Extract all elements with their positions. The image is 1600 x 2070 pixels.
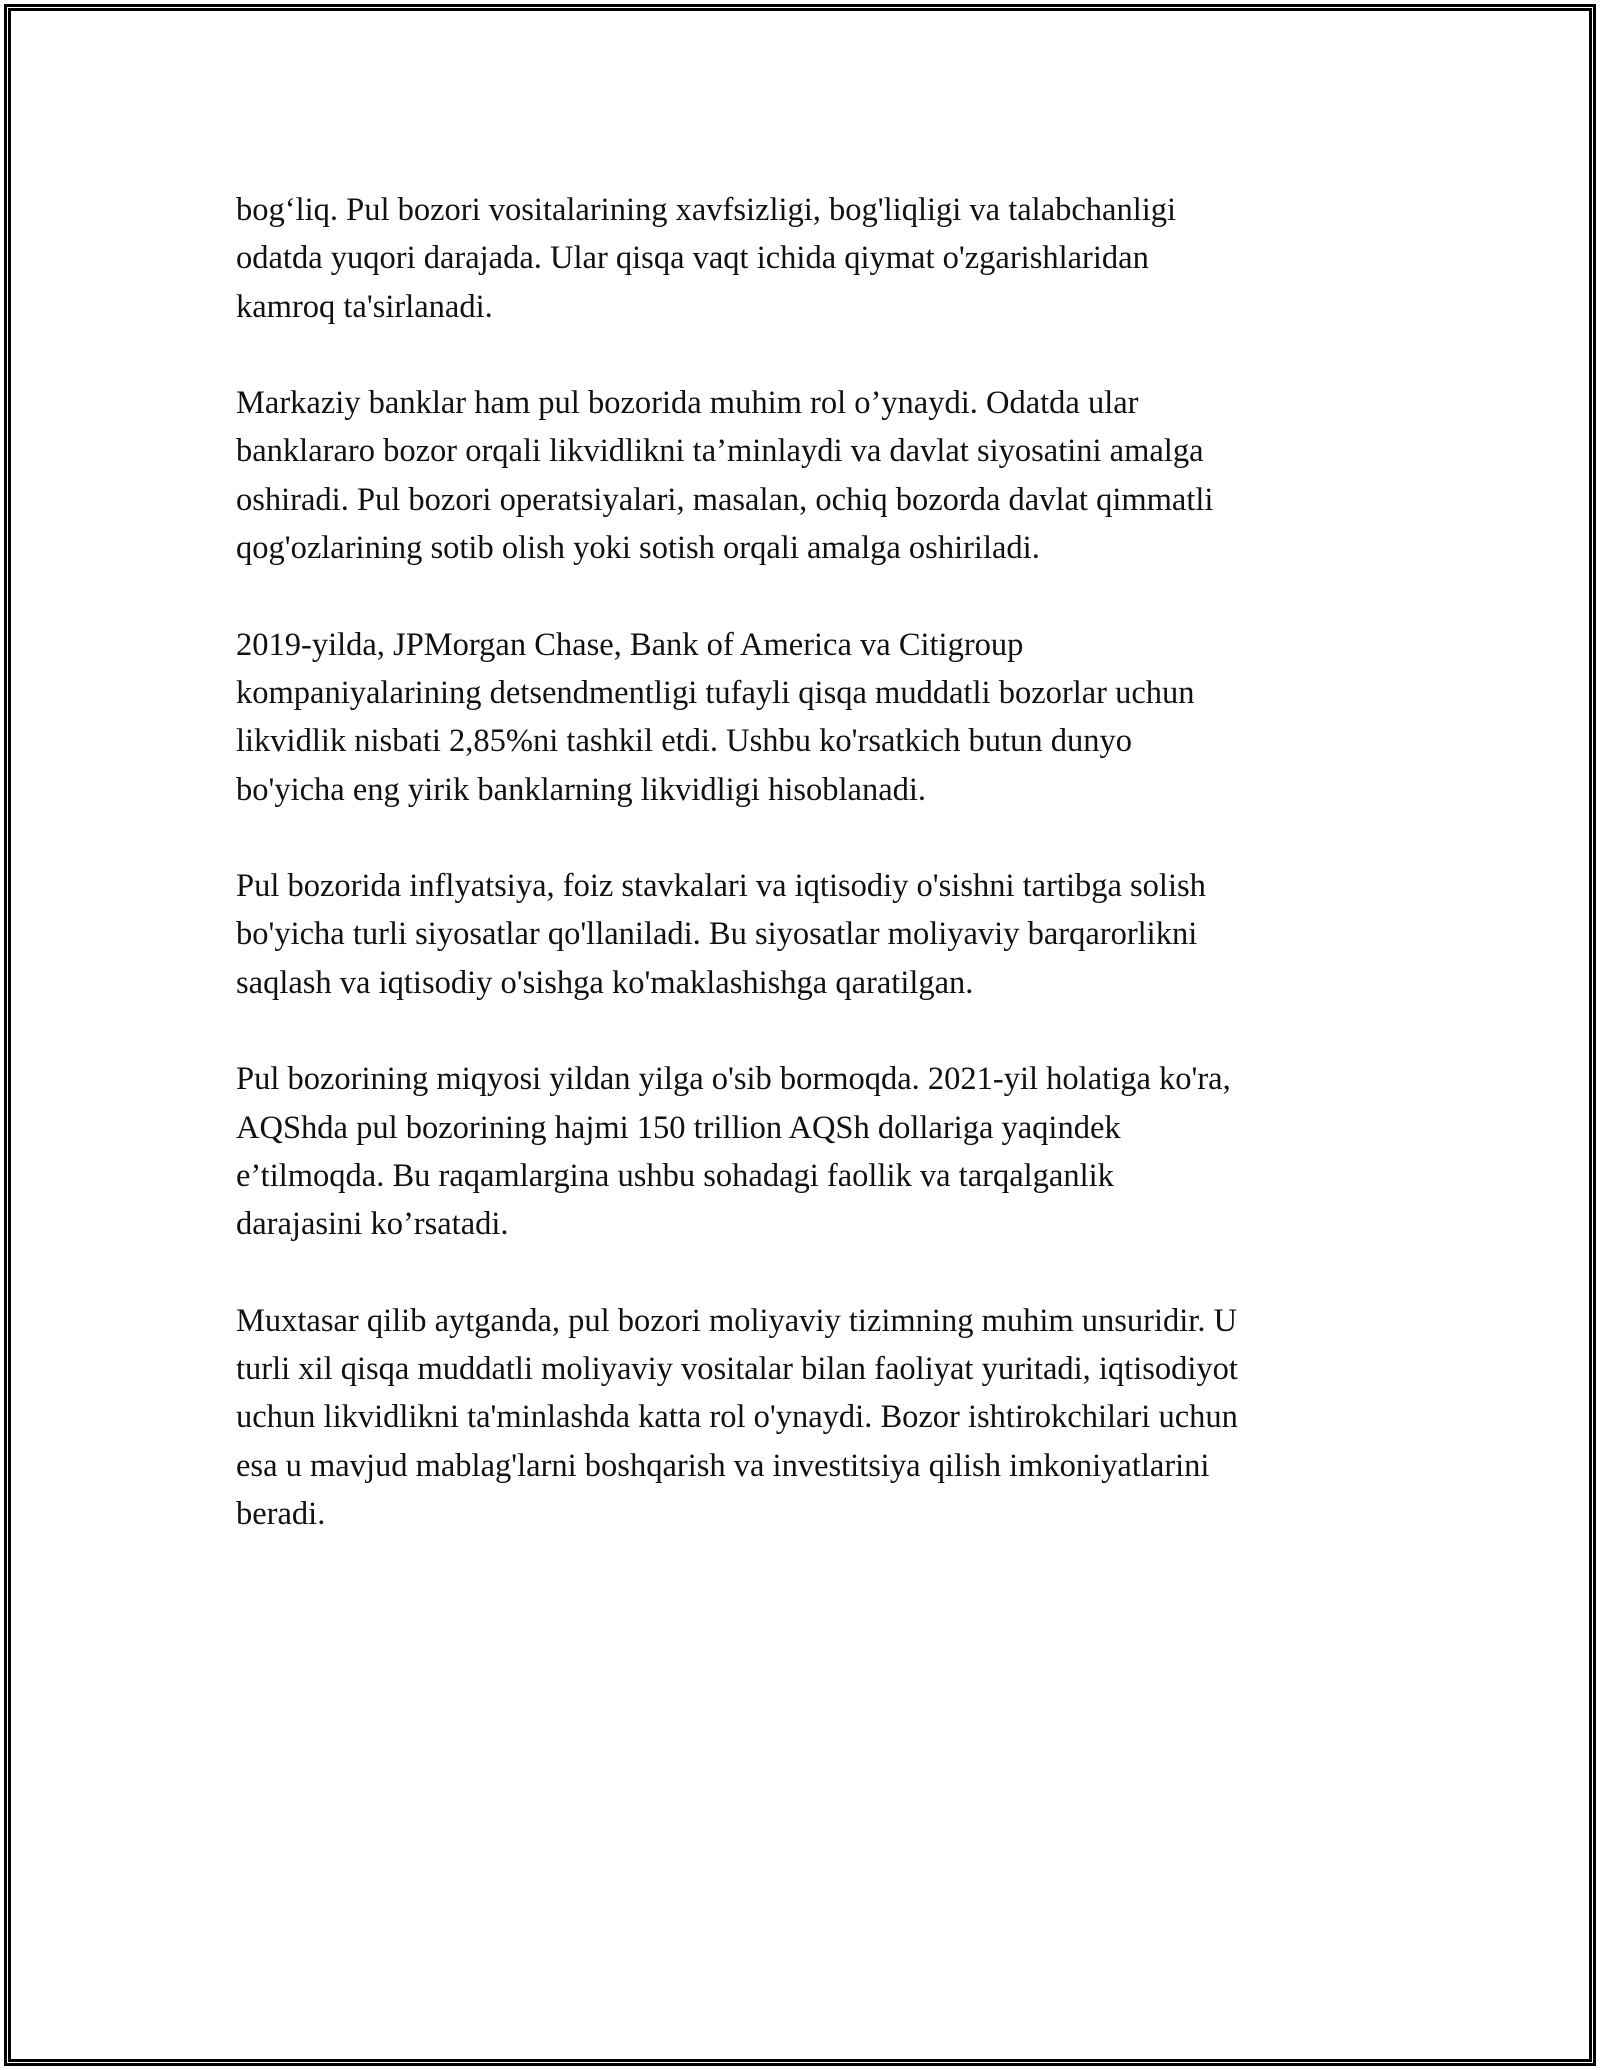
paragraph-2: Markaziy banklar ham pul bozorida muhim rol o’ynaydi. Odatda ular banklararo bozor orqali likvidlikni ta’minlaydi va davlat siyosatini amalga oshiradi. Pul bozori operatsiyalari, masalan, ochiq bozorda davlat qimmatli qog'ozlarining sotib olish yoki sotish orqali amalga oshiriladi. (236, 385, 1214, 567)
paragraph-6: Muxtasar qilib aytganda, pul bozori moliyaviy tizimning muhim unsuridir. U turli xil qisqa muddatli moliyaviy vositalar bilan faoliyat yuritadi, iqtisodiyot uchun likvidlikni ta'minlashda katta rol o'ynaydi. Bozor ishtirokchilari uchun esa u mavjud mablag'larni boshqarish va investitsiya qilish imkoniyatlarini beradi. (236, 1302, 1238, 1533)
paragraph-1: bog‘liq. Pul bozori vositalarining xavfsizligi, bog'liqligi va talabchanligi odatda yuqori darajada. Ular qisqa vaqt ichida qiymat o'zgarishlaridan kamroq ta'sirlanadi. (236, 192, 1177, 325)
document-body (236, 186, 1376, 1538)
paragraph-5: Pul bozorining miqyosi yildan yilga o'sib bormoqda. 2021-yil holatiga ko'ra, AQShda pul bozorining hajmi 150 trillion AQSh dollariga yaqindek e’tilmoqda. Bu raqamlargina ushbu sohadagi faollik va tarqalganlik darajasini ko’rsatadi. (236, 1061, 1231, 1243)
paragraph-4: Pul bozorida inflyatsiya, foiz stavkalari va iqtisodiy o'sishni tartibga solish bo'yicha turli siyosatlar qo'llaniladi. Bu siyosatlar moliyaviy barqarorlikni saqlash va iqtisodiy o'sishga ko'maklashishga qaratilgan. (236, 868, 1206, 1001)
paragraph-3: 2019-yilda, JPMorgan Chase, Bank of America va Citigroup kompaniyalarining detsendmentligi tufayli qisqa muddatli bozorlar uchun likvidlik nisbati 2,85%ni tashkil etdi. Ushbu ko'rsatkich butun dunyo bo'yicha eng yirik banklarning likvidligi hisoblanadi. (236, 626, 1195, 808)
